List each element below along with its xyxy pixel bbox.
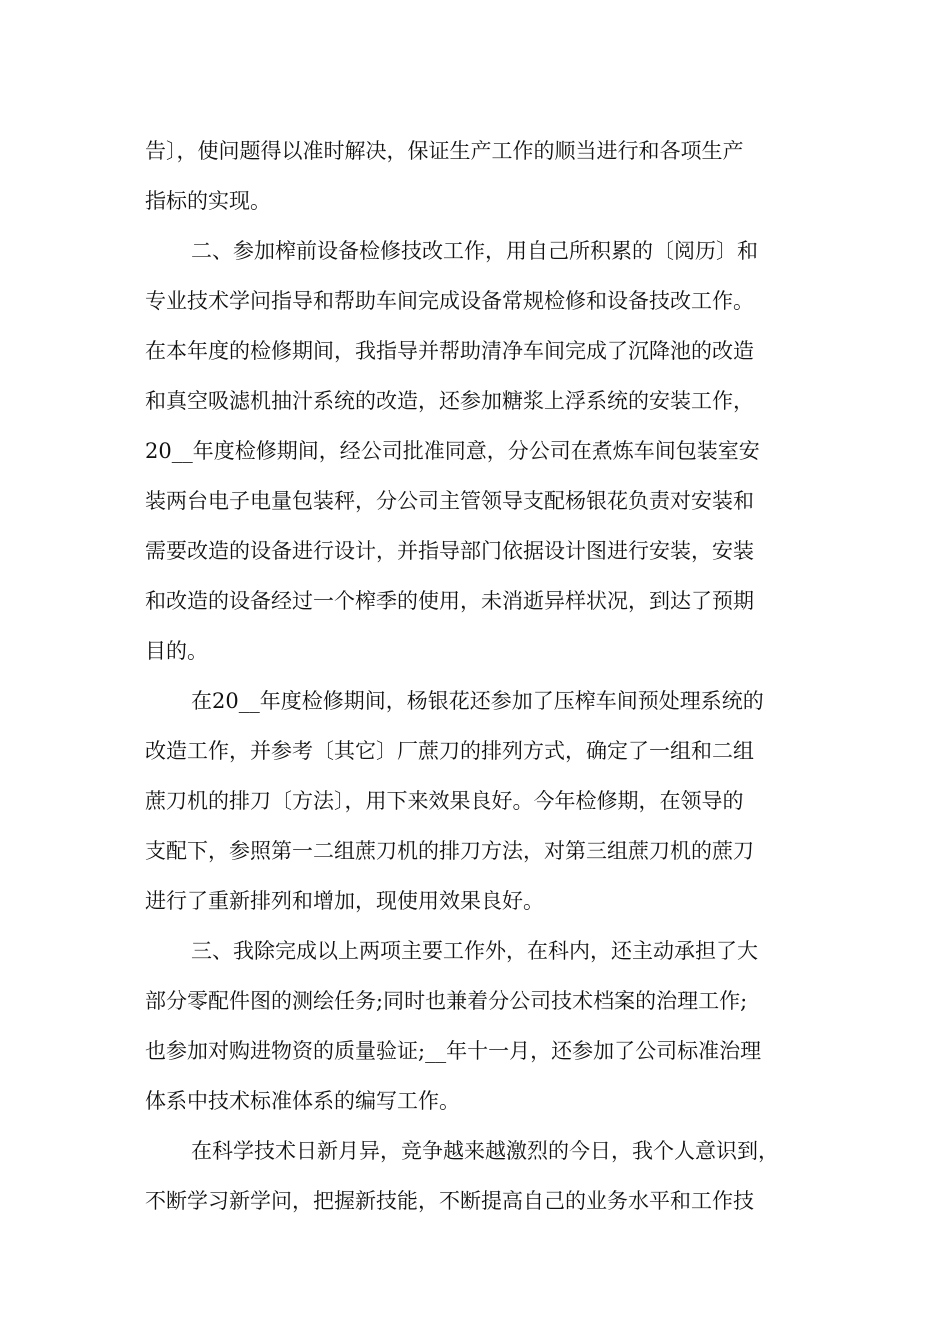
text-line: 二、参加榨前设备检修技改工作，用自己所积累的〔阅历〕和 xyxy=(191,239,758,263)
text-line: 告〕，使问题得以准时解决，保证生产工作的顺当进行和各项生产 xyxy=(145,139,744,163)
text-line: 也参加对购进物资的质量验证;__年十一月，还参加了公司标准治理 xyxy=(145,1039,762,1063)
paragraph-section-three xyxy=(145,926,835,1126)
document-body xyxy=(145,126,835,1226)
text-line: 进行了重新排列和增加，现使用效果良好。 xyxy=(145,889,544,913)
paragraph-self-improvement xyxy=(145,1126,835,1226)
paragraph-continuation xyxy=(145,126,835,226)
text-line: 目的。 xyxy=(145,639,208,663)
text-line: 和真空吸滤机抽汁系统的改造，还参加糖浆上浮系统的安装工作， xyxy=(145,389,754,413)
text-line: 改造工作，并参考〔其它〕厂蔗刀的排列方式，确定了一组和二组 xyxy=(145,739,754,763)
text-line: 20__年度检修期间，经公司批准同意，分公司在煮炼车间包装室安 xyxy=(145,439,760,463)
text-line: 需要改造的设备进行设计，并指导部门依据设计图进行安装，安装 xyxy=(145,539,754,563)
text-line: 专业技术学问指导和帮助车间完成设备常规检修和设备技改工作。 xyxy=(145,289,754,313)
text-line: 指标的实现。 xyxy=(145,189,271,213)
paragraph-knife-arrangement xyxy=(145,676,835,926)
text-line: 蔗刀机的排刀〔方法〕，用下来效果良好。今年检修期，在领导的 xyxy=(145,789,744,813)
text-line: 和改造的设备经过一个榨季的使用，未消逝异样状况，到达了预期 xyxy=(145,589,754,613)
text-line: 支配下，参照第一二组蔗刀机的排刀方法，对第三组蔗刀机的蔗刀 xyxy=(145,839,754,863)
text-line: 在科学技术日新月异，竞争越来越激烈的今日，我个人意识到， xyxy=(191,1139,779,1163)
text-line: 体系中技术标准体系的编写工作。 xyxy=(145,1089,460,1113)
text-line: 部分零配件图的测绘任务;同时也兼着分公司技术档案的治理工作; xyxy=(145,989,748,1013)
text-line: 装两台电子电量包装秤，分公司主管领导支配杨银花负责对安装和 xyxy=(145,489,754,513)
paragraph-section-two xyxy=(145,226,835,676)
text-line: 三、我除完成以上两项主要工作外，在科内，还主动承担了大 xyxy=(191,939,758,963)
text-line: 在本年度的检修期间，我指导并帮助清净车间完成了沉降池的改造 xyxy=(145,339,754,363)
text-line: 不断学习新学问，把握新技能，不断提高自己的业务水平和工作技 xyxy=(145,1189,754,1213)
text-line: 在20__年度检修期间，杨银花还参加了压榨车间预处理系统的 xyxy=(191,689,764,713)
